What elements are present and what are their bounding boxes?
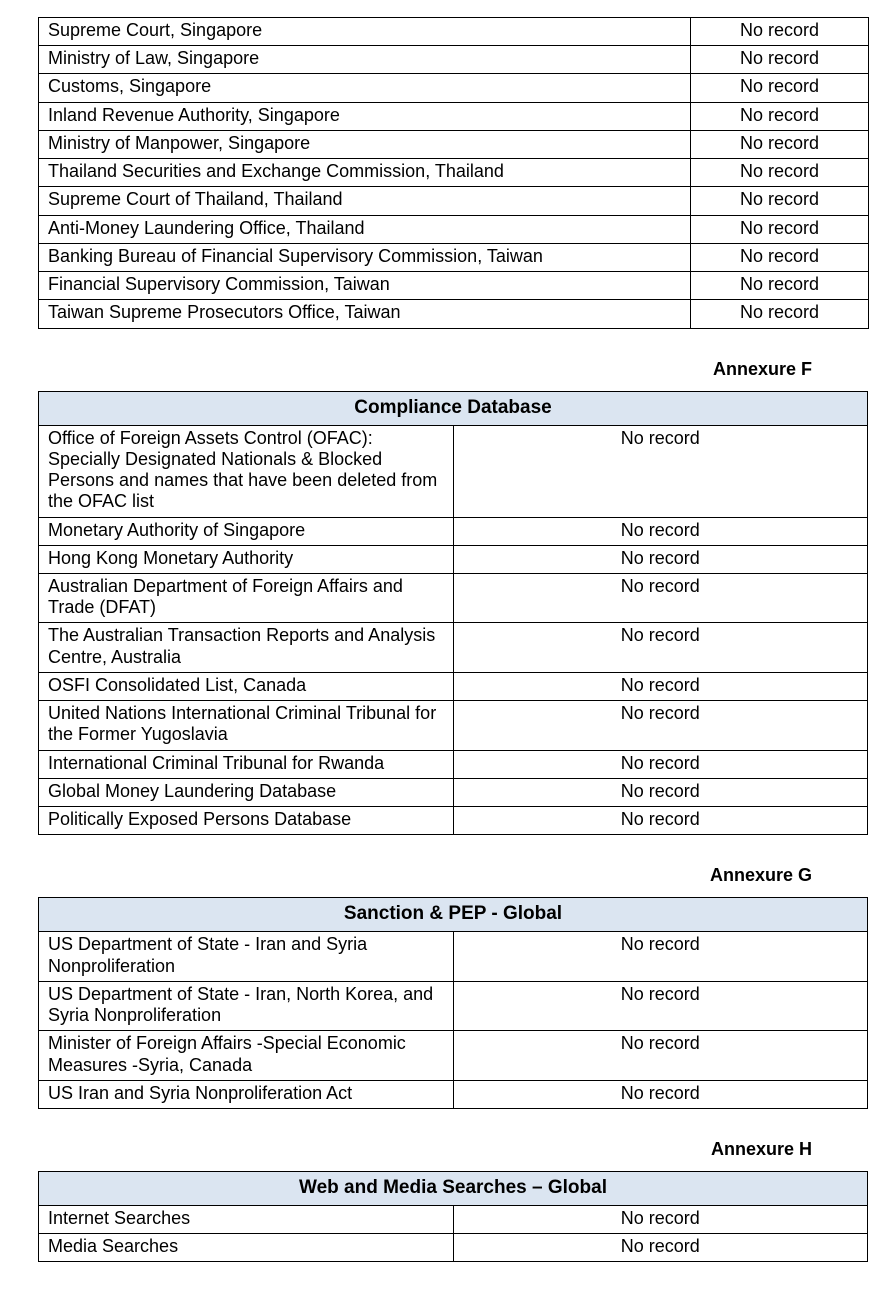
result-cell: No record — [453, 1031, 868, 1080]
result-cell: No record — [453, 932, 868, 981]
web-media-searches-table-head — [39, 1171, 868, 1205]
record-row — [39, 1205, 868, 1233]
compliance-database-table-body — [39, 425, 868, 835]
compliance-database-title: Compliance Database — [39, 391, 868, 425]
record-row — [39, 750, 868, 778]
result-cell: No record — [691, 159, 869, 187]
result-cell: No record — [453, 981, 868, 1030]
result-cell: No record — [453, 701, 868, 750]
table-header-row — [39, 391, 868, 425]
source-cell: OSFI Consolidated List, Canada — [39, 672, 454, 700]
record-row — [39, 623, 868, 672]
record-row — [39, 102, 869, 130]
source-cell: US Iran and Syria Nonproliferation Act — [39, 1080, 454, 1108]
record-row — [39, 425, 868, 517]
source-cell: Internet Searches — [39, 1205, 454, 1233]
source-cell: Australian Department of Foreign Affairs and Trade (DFAT) — [39, 573, 454, 622]
compliance-database-table — [38, 391, 868, 836]
web-media-searches-table — [38, 1171, 868, 1262]
result-cell: No record — [453, 778, 868, 806]
record-row — [39, 159, 869, 187]
source-cell: Ministry of Law, Singapore — [39, 46, 691, 74]
source-cell: Banking Bureau of Financial Supervisory Commission, Taiwan — [39, 243, 691, 271]
record-row — [39, 701, 868, 750]
annexure-g-label: Annexure G — [709, 865, 812, 886]
source-cell: Hong Kong Monetary Authority — [39, 545, 454, 573]
source-cell: Global Money Laundering Database — [39, 778, 454, 806]
result-cell: No record — [453, 517, 868, 545]
record-row — [39, 74, 869, 102]
result-cell: No record — [453, 545, 868, 573]
result-cell: No record — [453, 807, 868, 835]
record-row — [39, 573, 868, 622]
regulatory-sources-table-body — [39, 18, 869, 329]
result-cell: No record — [453, 623, 868, 672]
source-cell: Thailand Securities and Exchange Commission, Thailand — [39, 159, 691, 187]
record-row — [39, 932, 868, 981]
source-cell: Monetary Authority of Singapore — [39, 517, 454, 545]
source-cell: Supreme Court, Singapore — [39, 18, 691, 46]
record-row — [39, 1031, 868, 1080]
record-row — [39, 187, 869, 215]
result-cell: No record — [691, 300, 869, 328]
record-row — [39, 807, 868, 835]
result-cell: No record — [453, 573, 868, 622]
record-row — [39, 300, 869, 328]
source-cell: Customs, Singapore — [39, 74, 691, 102]
result-cell: No record — [691, 74, 869, 102]
source-cell: Taiwan Supreme Prosecutors Office, Taiwan — [39, 300, 691, 328]
source-cell: Supreme Court of Thailand, Thailand — [39, 187, 691, 215]
source-cell: The Australian Transaction Reports and Analysis Centre, Australia — [39, 623, 454, 672]
source-cell: Media Searches — [39, 1234, 454, 1262]
regulatory-sources-table — [38, 17, 869, 329]
record-row — [39, 272, 869, 300]
record-row — [39, 672, 868, 700]
source-cell: Inland Revenue Authority, Singapore — [39, 102, 691, 130]
result-cell: No record — [453, 672, 868, 700]
table-header-row — [39, 898, 868, 932]
web-media-searches-table-body — [39, 1205, 868, 1261]
record-row — [39, 215, 869, 243]
result-cell: No record — [453, 1234, 868, 1262]
result-cell: No record — [691, 215, 869, 243]
result-cell: No record — [691, 272, 869, 300]
result-cell: No record — [691, 18, 869, 46]
source-cell: US Department of State - Iran, North Korea, and Syria Nonproliferation — [39, 981, 454, 1030]
annexure-h-label: Annexure H — [710, 1138, 812, 1159]
result-cell: No record — [691, 130, 869, 158]
sanction-pep-title: Sanction & PEP - Global — [39, 898, 868, 932]
sanction-pep-table-head — [39, 898, 868, 932]
sanction-pep-table-body — [39, 932, 868, 1109]
record-row — [39, 981, 868, 1030]
source-cell: United Nations International Criminal Tribunal for the Former Yugoslavia — [39, 701, 454, 750]
record-row — [39, 46, 869, 74]
result-cell: No record — [453, 425, 868, 517]
record-row — [39, 545, 868, 573]
record-row — [39, 1080, 868, 1108]
record-row — [39, 778, 868, 806]
sanction-pep-table — [38, 897, 868, 1109]
result-cell: No record — [691, 46, 869, 74]
result-cell: No record — [453, 750, 868, 778]
record-row — [39, 517, 868, 545]
source-cell: Anti-Money Laundering Office, Thailand — [39, 215, 691, 243]
record-row — [39, 130, 869, 158]
table-header-row — [39, 1171, 868, 1205]
source-cell: Office of Foreign Assets Control (OFAC): Specially Designated Nationals & Blocked Persons and names that have been deleted from the OFAC list — [39, 425, 454, 517]
source-cell: International Criminal Tribunal for Rwanda — [39, 750, 454, 778]
annexure-f-label: Annexure F — [712, 358, 812, 379]
source-cell: Politically Exposed Persons Database — [39, 807, 454, 835]
record-row — [39, 18, 869, 46]
source-cell: Ministry of Manpower, Singapore — [39, 130, 691, 158]
result-cell: No record — [453, 1080, 868, 1108]
result-cell: No record — [691, 102, 869, 130]
record-row — [39, 1234, 868, 1262]
source-cell: Minister of Foreign Affairs -Special Economic Measures -Syria, Canada — [39, 1031, 454, 1080]
result-cell: No record — [453, 1205, 868, 1233]
source-cell: US Department of State - Iran and Syria Nonproliferation — [39, 932, 454, 981]
record-row — [39, 243, 869, 271]
web-media-searches-title: Web and Media Searches – Global — [39, 1171, 868, 1205]
result-cell: No record — [691, 243, 869, 271]
source-cell: Financial Supervisory Commission, Taiwan — [39, 272, 691, 300]
result-cell: No record — [691, 187, 869, 215]
compliance-database-table-head — [39, 391, 868, 425]
